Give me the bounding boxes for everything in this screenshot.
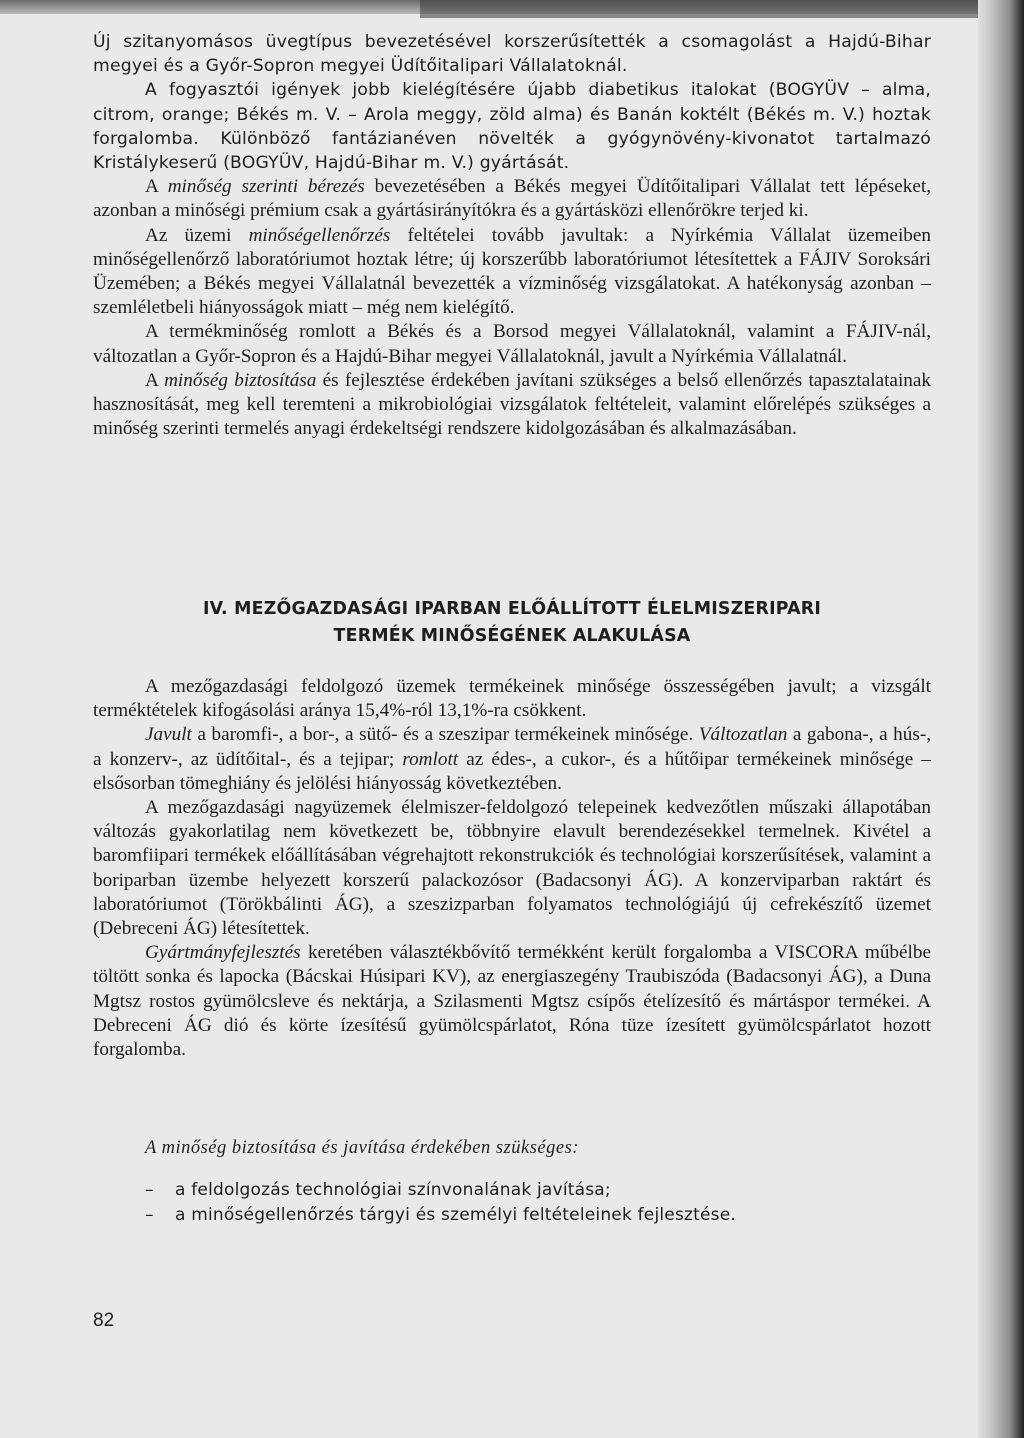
paragraph-1: Új szitanyomásos üvegtípus bevezetésével korszerűsítették a csomagolást a Hajdú-Bihar megyei és a Győr-Sopron megyei Üdítőitalipari Vállalatoknál. — [93, 32, 931, 77]
dash-bullet: – — [145, 1180, 154, 1200]
heading-line-1: IV. MEZŐGAZDASÁGI IPARBAN ELŐÁLLÍTOTT ÉLELMISZERIPARI — [202, 599, 822, 619]
page-top-shadow — [420, 0, 1020, 18]
upper-text-block — [93, 30, 931, 441]
paragraph-7: A mezőgazdasági feldolgozó üzemek termékeinek minősége összességében javult; a vizsgált terméktételek kifogásolási aránya 15,4%-ról 13,1%-ra csökkent. — [93, 676, 931, 722]
paragraph-9: A mezőgazdasági nagyüzemek élelmiszer-feldolgozó telepeinek kedvezőtlen műszaki állapotában változás gyakorlatilag nem következett be, többnyire elavult berendezésekkel termelnek. Kivétel a baromfiipari termékek előállításában végrehajtott rekonstrukciók és technológiai korszerűsítések, valamint a boriparban üzembe helyezett korszerű palackozósor (Badacsonyi ÁG). A konzerviparban raktárt és laboratóriumot (Törökbálinti ÁG), a szeszizparban folyamatos technológiájú új cefrekészítő üzemet (Debreceni ÁG) létesítettek. — [93, 797, 931, 940]
paragraph-5: A termékminőség romlott a Békés és a Borsod megyei Vállalatoknál, valamint a FÁJIV-nál, változatlan a Győr-Sopron és a Hajdú-Bihar megyei Vállalatoknál, javult a Nyírkémia Vállalatnál. — [93, 321, 931, 367]
book-spine-shadow — [978, 0, 1024, 1438]
requirements-list — [145, 1178, 925, 1228]
heading-line-2: TERMÉK MINŐSÉGÉNEK ALAKULÁSA — [333, 626, 691, 646]
paragraph-10: Gyártmányfejlesztés keretében választékbővítő termékként került forgalomba a VISCORA műbélbe töltött sonka és lapocka (Bácskai Húsipari KV), az energiaszegény Traubiszóda (Badacsonyi ÁG), a Duna Mgtsz rostos gyümölcsleve és nektárja, a Szilasmenti Mgtsz csípős ételízesítő és mártáspor termékei. A Debreceni ÁG dió és körte ízesítésű gyümölcspárlatot, Róna tüze ízesített gyümölcspárlatot hozott forgalomba. — [93, 942, 931, 1061]
paragraph-3: A minőség szerinti bérezés bevezetésében a Békés megyei Üdítőitalipari Vállalat tett lépéseket, azonban a minőségi prémium csak a gyártásirányítókra és a gyártásközi ellenőrökre terjed ki. — [93, 176, 931, 222]
list-item: – a minőségellenőrzés tárgyi és személyi feltételeinek fejlesztése. — [145, 1203, 925, 1228]
paragraph-8: Javult a baromfi-, a bor-, a sütő- és a szeszipar termékeinek minősége. Változatlan a gabona-, a hús-, a konzerv-, az üdítőital-, és a tejipar; romlott az édes-, a cukor-, és a hűtőipar termékeinek minősége – elsősorban tömeghiány és jelölési hiányosság következtében. — [93, 724, 932, 794]
paragraph-6: A minőség biztosítása és fejlesztése érdekében javítani szükséges a belső ellenőrzés tapasztalatainak hasznosítását, meg kell teremteni a mikrobiológiai vizsgálatok feltételeit, valamint előrelépés szükséges a minőség szerinti termelés anyagi érdekeltségi rendszere kidolgozásában és alkalmazásában. — [93, 369, 931, 440]
subheading: A minőség biztosítása és javítása érdekében szükséges: — [145, 1138, 579, 1158]
paragraph-4: Az üzemi minőségellenőrzés feltételei tovább javultak: a Nyírkémia Vállalat üzemeiben minőségellenőrző laboratóriumot hoztak létre; új korszerűbb laboratóriumot létesítettek a FÁJIV Soroksári Üzemében; a Békés megyei Vállalatnál bevezették a vízminőség vizsgálatokat. A hatékonyság azonban – szemléletbeli hiányosságok miatt – még nem kielégítő. — [93, 224, 931, 319]
list-item: – a feldolgozás technológiai színvonalának javítása; — [145, 1178, 925, 1203]
dash-bullet: – — [145, 1205, 154, 1225]
lower-text-block — [93, 675, 931, 1062]
section-heading — [93, 596, 931, 650]
page-number: 82 — [93, 1310, 115, 1331]
paragraph-2: A fogyasztói igények jobb kielégítésére újabb diabetikus italokat (BOGYÜV – alma, citrom, orange; Békés m. V. – Arola meggy, zöld alma) és Banán koktélt (Békés m. V.) hoztak forgalomba. Különböző fantázianéven növelték a gyógynövény-kivonatot tartalmazó Kristálykeserű (BOGYÜV, Hajdú-Bihar m. V.) gyártását. — [93, 80, 931, 174]
